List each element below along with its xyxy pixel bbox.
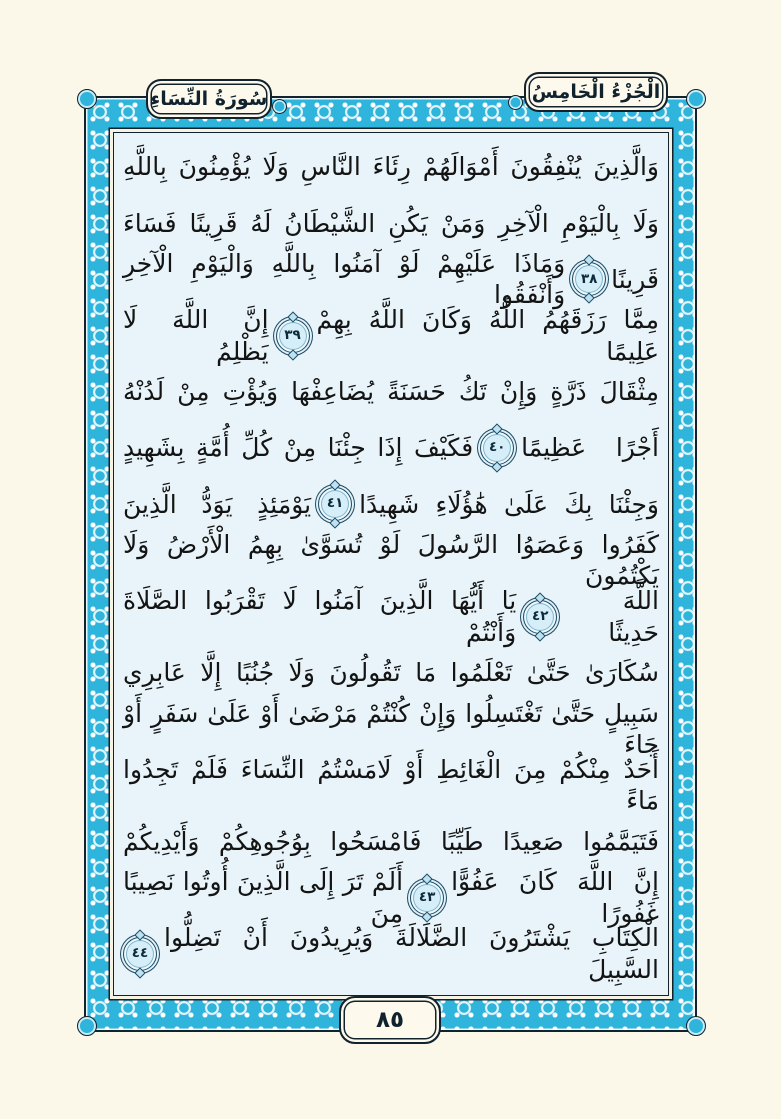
quran-text-segment: مِثْقَالَ ذَرَّةٍ وَإِنْ تَكُ حَسَنَةً يُضَاعِفْهَا وَيُؤْتِ مِنْ لَدُنْهُ: [123, 377, 659, 407]
quran-text-segment: وَالَّذِينَ يُنْفِقُونَ أَمْوَالَهُمْ رِئَاءَ النَّاسِ وَلَا يُؤْمِنُونَ بِاللَّهِ: [123, 152, 659, 182]
quran-text-segment: وَمَاذَا عَلَيْهِمْ لَوْ آمَنُوا بِاللَّهِ وَالْيَوْمِ الْآخِرِ وَأَنْفَقُوا: [123, 249, 566, 310]
ayah-end-marker-icon: [410, 881, 444, 915]
quran-line: [123, 867, 659, 928]
ayah-number: ٣٩: [284, 326, 301, 343]
band-rosette-icon: [508, 95, 523, 110]
quran-text-segment: يَوْمَئِذٍ يَوَدُّ الَّذِينَ: [122, 489, 312, 519]
quran-text-segment: كَفَرُوا وَعَصَوُا الرَّسُولَ لَوْ تُسَوَّىٰ بِهِمُ الْأَرْضُ وَلَا يَكْتُمُونَ: [123, 530, 659, 591]
quran-text-segment: أَجْرًا عَظِيمًا: [521, 433, 659, 463]
quran-text-segment: أَلَمْ تَرَ إِلَى الَّذِينَ أُوتُوا نَصِيبًا مِنَ: [123, 867, 404, 928]
band-rosette-icon: [272, 99, 287, 114]
page-number-label: ٨٥: [375, 1007, 405, 1033]
ayah-end-marker-icon: [318, 487, 352, 521]
quran-line: [123, 476, 659, 532]
quran-text-segment: وَجِئْنَا بِكَ عَلَىٰ هَٰؤُلَاءِ شَهِيدًا: [359, 489, 659, 519]
ayah-number: ٣٨: [580, 270, 598, 287]
quran-text-segment: سَبِيلٍ حَتَّىٰ تَغْتَسِلُوا وَإِنْ كُنْتُمْ مَرْضَىٰ أَوْ عَلَىٰ سَفَرٍ أَوْ جَاءَ: [123, 698, 659, 759]
quran-line: [123, 139, 659, 195]
ayah-number: ٤٠: [488, 439, 506, 456]
quran-text-segment: مِمَّا رَزَقَهُمُ اللَّهُ وَكَانَ اللَّهُ بِهِمْ عَلِيمًا: [316, 305, 659, 366]
ayah-end-marker-icon: [523, 600, 557, 634]
surah-name-label: سُورَةُ النِّسَاءِ: [150, 88, 268, 110]
quran-text-segment: إِنَّ اللَّهَ كَانَ عَفُوًّا غَفُورًا: [451, 867, 659, 928]
quran-line: [123, 813, 659, 869]
surah-name-tab: [146, 79, 272, 119]
corner-ornament-icon: [77, 1016, 97, 1036]
ayah-end-marker-icon: [480, 431, 514, 465]
corner-ornament-icon: [77, 89, 97, 109]
quran-line: [123, 698, 659, 759]
quran-text-segment: يَا أَيُّهَا الَّذِينَ آمَنُوا لَا تَقْرَبُوا الصَّلَاةَ وَأَنْتُمْ: [123, 586, 517, 647]
ayah-end-marker-icon: [572, 262, 606, 296]
quran-text-segment: قَرِينًا: [611, 264, 659, 294]
juz-name-tab: [524, 72, 668, 112]
quran-line: [123, 195, 659, 251]
ayah-number: ٤١: [326, 495, 344, 512]
ayah-number: ٤٣: [418, 888, 436, 905]
quran-line: [123, 305, 659, 366]
quran-text-segment: وَلَا بِالْيَوْمِ الْآخِرِ وَمَنْ يَكُنِ الشَّيْطَانُ لَهُ قَرِينًا فَسَاءَ: [123, 208, 659, 238]
corner-ornament-icon: [686, 89, 706, 109]
quran-text-segment: الْكِتَابِ يَشْتَرُونَ الضَّلَالَةَ وَيُرِيدُونَ أَنْ تَضِلُّوا السَّبِيلَ: [164, 923, 659, 984]
quran-line: [123, 530, 659, 591]
quran-text-segment: أَحَدٌ مِنْكُمْ مِنَ الْغَائِطِ أَوْ لَامَسْتُمُ النِّسَاءَ فَلَمْ تَجِدُوا مَاءً: [123, 754, 659, 816]
ayah-end-marker-icon: [123, 937, 157, 971]
ayah-end-marker-icon: [276, 319, 310, 353]
quran-line: [123, 923, 659, 984]
quran-text-segment: سُكَارَىٰ حَتَّىٰ تَعْلَمُوا مَا تَقُولُونَ وَلَا جُنُبًا إِلَّا عَابِرِي: [123, 658, 659, 688]
page-number-tab: [339, 996, 441, 1044]
quran-line: [123, 249, 659, 310]
quran-line: [123, 420, 659, 476]
quran-line: [123, 754, 659, 816]
juz-name-label: الْجُزْءُ الْخَامِسُ: [531, 81, 661, 103]
quran-line: [123, 645, 659, 701]
ayah-number: ٤٤: [131, 944, 149, 961]
corner-ornament-icon: [686, 1016, 706, 1036]
quran-text-segment: إِنَّ اللَّهَ لَا يَظْلِمُ: [123, 305, 269, 366]
quran-text-segment: فَتَيَمَّمُوا صَعِيدًا طَيِّبًا فَامْسَحُوا بِوُجُوهِكُمْ وَأَيْدِيكُمْ: [123, 826, 659, 856]
quran-text-area: [113, 132, 669, 996]
quran-text-segment: فَكَيْفَ إِذَا جِئْنَا مِنْ كُلِّ أُمَّةٍ بِشَهِيدٍ: [122, 433, 474, 463]
quran-line: [123, 586, 659, 647]
quran-line: [123, 364, 659, 420]
quran-text-segment: اللَّهَ حَدِيثًا: [608, 586, 659, 647]
ayah-number: ٤٢: [531, 607, 549, 624]
